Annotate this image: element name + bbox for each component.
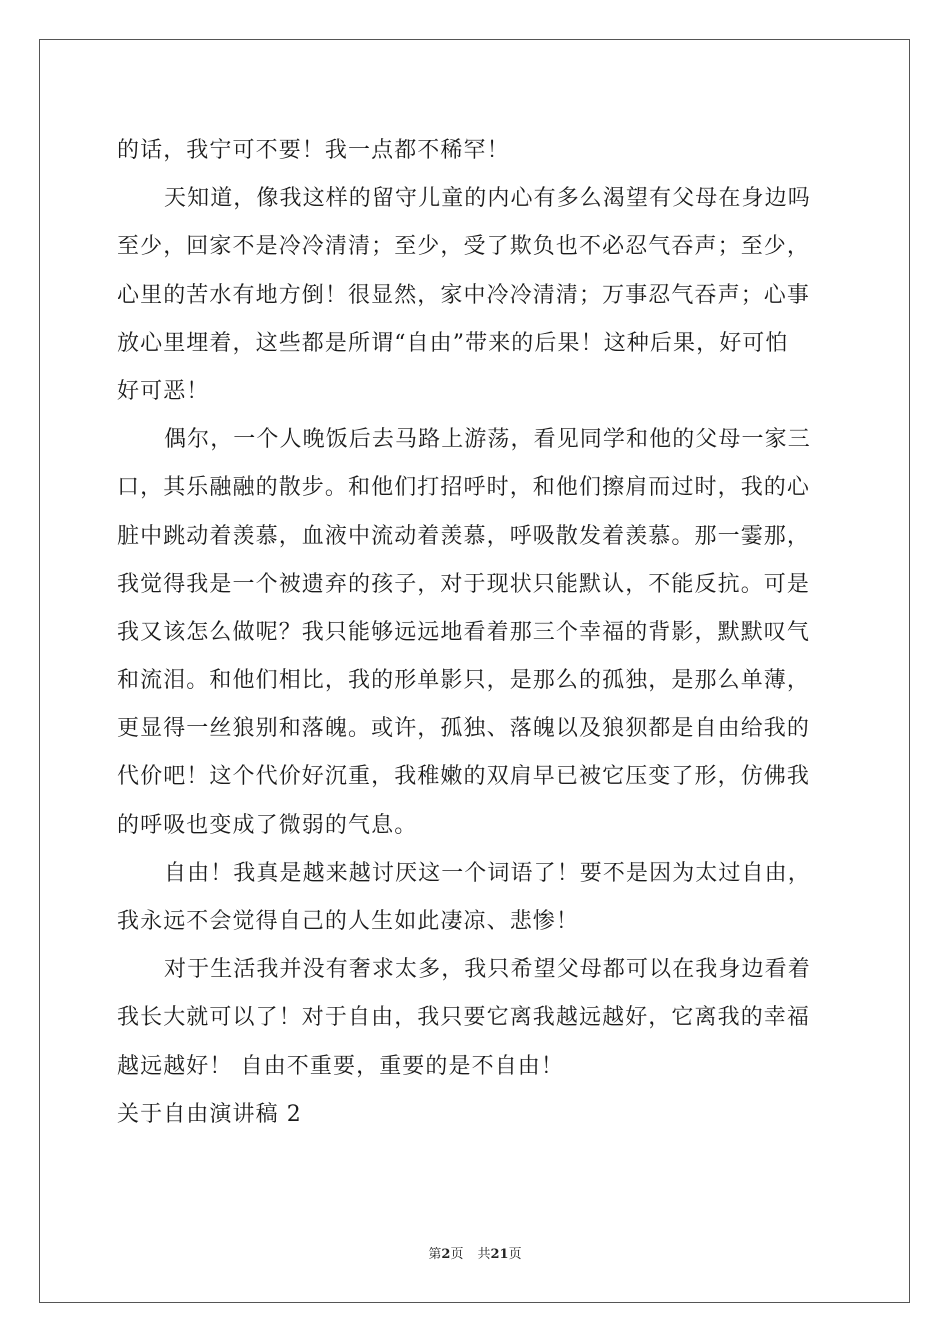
section-heading: 关于自由演讲稿 2 bbox=[117, 1101, 302, 1127]
page-label-prefix: 第 bbox=[428, 1247, 442, 1262]
paragraph-start-line: 对于生活我并没有奢求太多，我只希望父母都可以在我身边看着 bbox=[164, 957, 811, 983]
text-line: 心里的苦水有地方倒！很显然，家中冷冷清清；万事忍气吞声；心事 bbox=[117, 282, 811, 308]
paragraph-start-line: 偶尔，一个人晚饭后去马路上游荡，看见同学和他的父母一家三 bbox=[164, 427, 811, 453]
text-line: 我长大就可以了！对于自由，我只要它离我越远越好，它离我的幸福 bbox=[117, 1005, 811, 1031]
text-line: 代价吧！这个代价好沉重，我稚嫩的双肩早已被它压变了形，仿佛我 bbox=[117, 764, 811, 790]
text-line: 放心里埋着，这些都是所谓“自由”带来的后果！这种后果，好可怕 bbox=[117, 330, 789, 356]
text-line: 至少，回家不是冷冷清清；至少，受了欺负也不必忍气吞声；至少， bbox=[117, 234, 811, 260]
total-pages: 21 bbox=[490, 1247, 509, 1262]
page-number: 2 bbox=[441, 1247, 451, 1262]
page-label-suffix: 页 bbox=[450, 1247, 464, 1262]
text-line: 和流泪。和他们相比，我的形单影只，是那么的孤独，是那么单薄， bbox=[117, 668, 811, 694]
text-line: 口，其乐融融的散步。和他们打招呼时，和他们擦肩而过时，我的心 bbox=[117, 475, 811, 501]
document-body bbox=[117, 127, 833, 1139]
text-line: 的呼吸也变成了微弱的气息。 bbox=[117, 812, 418, 838]
text-line: 越远越好！ 自由不重要，重要的是不自由！ bbox=[117, 1053, 564, 1079]
text-line: 我觉得我是一个被遗弃的孩子，对于现状只能默认，不能反抗。可是 bbox=[117, 571, 811, 597]
text-line: 好可恶！ bbox=[117, 378, 210, 404]
text-line: 的话，我宁可不要！我一点都不稀罕！ bbox=[117, 138, 510, 163]
total-label-suffix: 页 bbox=[508, 1247, 522, 1262]
text-line: 脏中跳动着羡慕，血液中流动着羡慕，呼吸散发着羡慕。那一霎那， bbox=[117, 523, 811, 549]
paragraph-start-line: 天知道，像我这样的留守儿童的内心有多么渴望有父母在身边吗 bbox=[164, 186, 811, 212]
page-footer bbox=[0, 1246, 950, 1264]
total-label-prefix: 共 bbox=[477, 1247, 491, 1262]
paragraph-start-line: 自由！我真是越来越讨厌这一个词语了！要不是因为太过自由， bbox=[164, 860, 811, 886]
text-line: 我又该怎么做呢？我只能够远远地看着那三个幸福的背影，默默叹气 bbox=[117, 619, 811, 645]
text-line: 更显得一丝狼别和落魄。或许，孤独、落魄以及狼狈都是自由给我的 bbox=[117, 716, 811, 742]
text-line: 我永远不会觉得自己的人生如此凄凉、悲惨！ bbox=[117, 909, 580, 934]
